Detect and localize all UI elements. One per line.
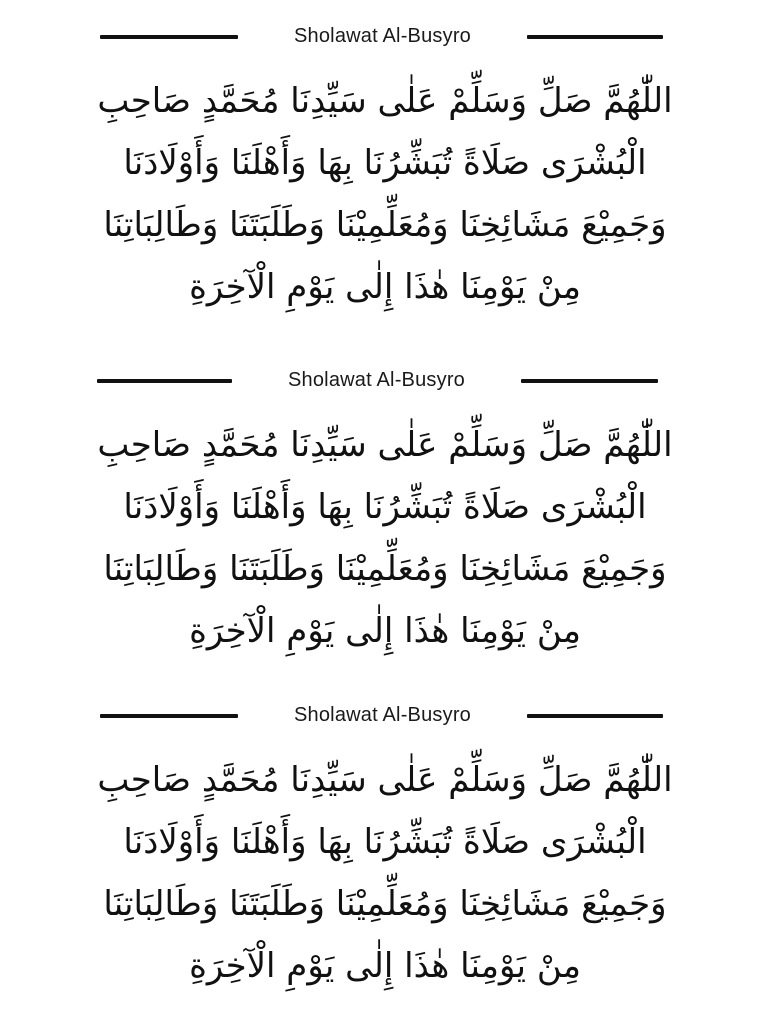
right-divider (527, 35, 663, 39)
verse-line-1: اللّٰهُمَّ صَلِّ وَسَلِّمْ عَلٰى سَيِّدِنَا مُحَمَّدٍ صَاحِبِ (97, 425, 673, 465)
left-divider (100, 714, 238, 718)
verse-line-4: مِنْ يَوْمِنَا هٰذَا إِلٰى يَوْمِ الْآخِرَةِ (189, 267, 581, 307)
sholawat-block-1 (0, 18, 768, 318)
verse-text (70, 414, 700, 662)
block-title: Sholawat Al-Busyro (293, 25, 472, 47)
verse-text (70, 70, 700, 318)
verse-text (70, 749, 700, 997)
title-row (0, 18, 768, 54)
verse-line-3: وَجَمِيْعَ مَشَائِخِنَا وَمُعَلِّمِيْنَا وَطَلَبَتَنَا وَطَالِبَاتِنَا (103, 205, 667, 245)
verse-line-1: اللّٰهُمَّ صَلِّ وَسَلِّمْ عَلٰى سَيِّدِنَا مُحَمَّدٍ صَاحِبِ (97, 760, 673, 800)
verse-line-2: الْبُشْرَى صَلَاةً تُبَشِّرُنَا بِهَا وَأَهْلَنَا وَأَوْلَادَنَا (123, 143, 647, 183)
verse-line-4: مِنْ يَوْمِنَا هٰذَا إِلٰى يَوْمِ الْآخِرَةِ (189, 611, 581, 651)
right-divider (521, 379, 658, 383)
verse-line-2: الْبُشْرَى صَلَاةً تُبَشِّرُنَا بِهَا وَأَهْلَنَا وَأَوْلَادَنَا (123, 822, 647, 862)
block-title: Sholawat Al-Busyro (293, 704, 472, 726)
sholawat-block-2 (0, 362, 768, 662)
left-divider (100, 35, 238, 39)
title-row (0, 697, 768, 733)
title-row (0, 362, 768, 398)
verse-line-2: الْبُشْرَى صَلَاةً تُبَشِّرُنَا بِهَا وَأَهْلَنَا وَأَوْلَادَنَا (123, 487, 647, 527)
block-title: Sholawat Al-Busyro (287, 369, 466, 391)
right-divider (527, 714, 663, 718)
left-divider (97, 379, 232, 383)
verse-line-3: وَجَمِيْعَ مَشَائِخِنَا وَمُعَلِّمِيْنَا وَطَلَبَتَنَا وَطَالِبَاتِنَا (103, 549, 667, 589)
sholawat-block-3 (0, 697, 768, 997)
verse-line-1: اللّٰهُمَّ صَلِّ وَسَلِّمْ عَلٰى سَيِّدِنَا مُحَمَّدٍ صَاحِبِ (97, 81, 673, 121)
verse-line-4: مِنْ يَوْمِنَا هٰذَا إِلٰى يَوْمِ الْآخِرَةِ (189, 946, 581, 986)
verse-line-3: وَجَمِيْعَ مَشَائِخِنَا وَمُعَلِّمِيْنَا وَطَلَبَتَنَا وَطَالِبَاتِنَا (103, 884, 667, 924)
